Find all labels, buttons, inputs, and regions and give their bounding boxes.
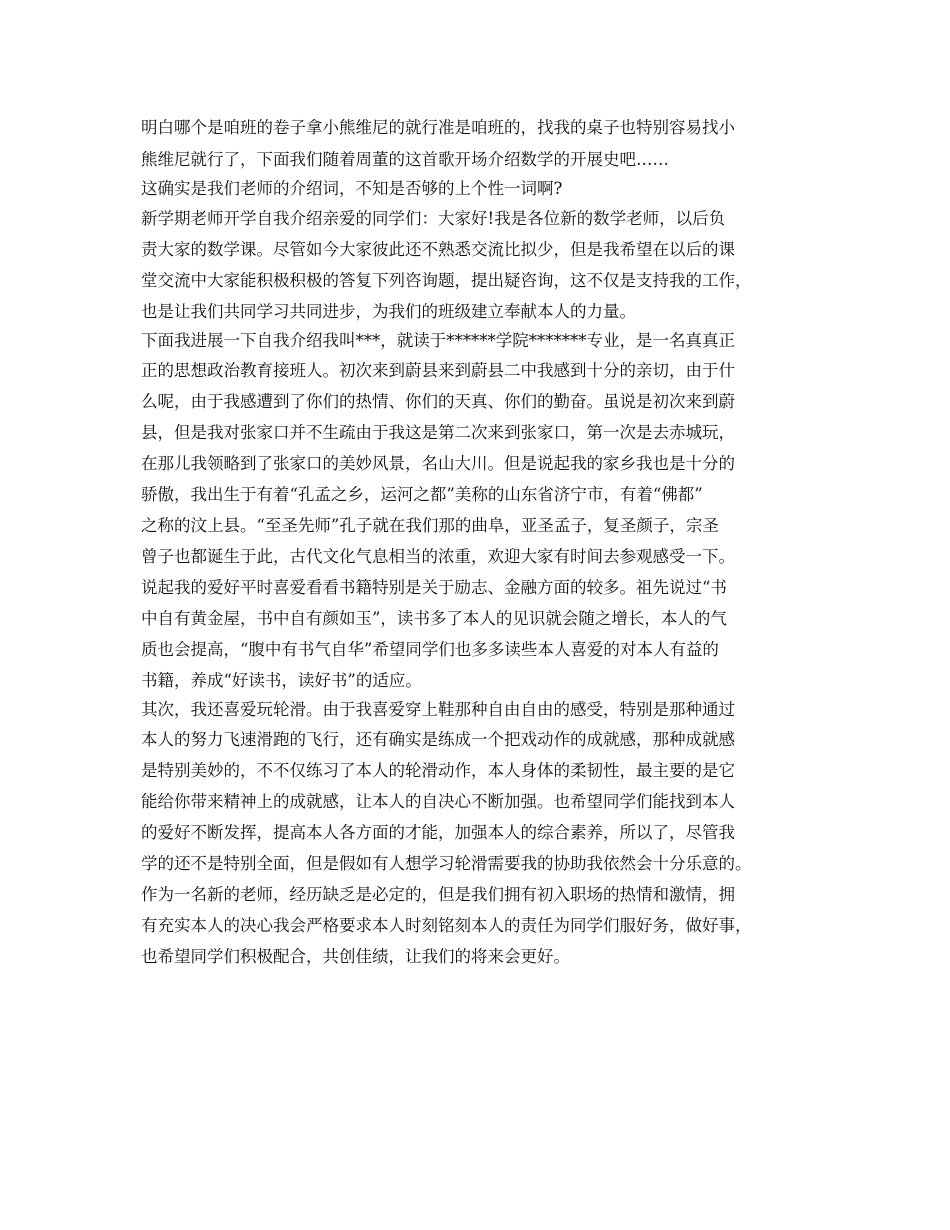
text-line: 说起我的爱好平时喜爱看看书籍特别是关于励志、金融方面的较多。祖先说过“书 — [141, 578, 727, 597]
text-line: 责大家的数学课。尽管如今大家彼此还不熟悉交流比拟少，但是我希望在以后的课 — [141, 240, 735, 259]
text-line: 质也会提高，“腹中有书气自华”希望同学们也多多读些本人喜爱的对本人有益的 — [141, 640, 719, 659]
text-line: 其次，我还喜爱玩轮滑。由于我喜爱穿上鞋那种自由自由的感受，特别是那种通过 — [141, 700, 735, 719]
text-line: 明白哪个是咱班的卷子拿小熊维尼的就行准是咱班的，找我的桌子也特别容易找小 — [141, 118, 735, 137]
document-body — [141, 111, 831, 972]
text-line: 的爱好不断发挥，提高本人各方面的才能，加强本人的综合素养，所以了，尽管我 — [141, 823, 735, 842]
text-line: 中自有黄金屋，书中自有颜如玉”，读书多了本人的见识就会随之增长，本人的气 — [141, 609, 727, 628]
text-line: 学的还不是特别全面，但是假如有人想学习轮滑需要我的协助我依然会十分乐意的。 — [141, 854, 752, 873]
text-line: 之称的汶上县。“至圣先师”孔子就在我们那的曲阜，亚圣孟子，复圣颜子，宗圣 — [141, 516, 719, 535]
text-line: 么呢，由于我感遭到了你们的热情、你们的天真、你们的勤奋。虽说是初次来到蔚 — [141, 392, 735, 411]
text-line: 也希望同学们积极配合，共创佳绩，让我们的将来会更好。 — [141, 947, 570, 966]
text-line: 作为一名新的老师，经历缺乏是必定的，但是我们拥有初入职场的热情和激情，拥 — [141, 885, 735, 904]
text-line: 熊维尼就行了，下面我们随着周董的这首歌开场介绍数学的开展史吧…… — [141, 150, 669, 169]
text-line: 下面我进展一下自我介绍我叫***，就读于******学院*******专业，是一名真真正 — [141, 331, 735, 350]
text-line: 骄傲，我出生于有着“孔孟之乡，运河之都”美称的山东省济宁市，有着“佛都” — [141, 485, 703, 504]
text-line: 在那儿我领略到了张家口的美妙风景，名山大川。但是说起我的家乡我也是十分的 — [141, 454, 735, 473]
text-line: 也是让我们共同学习共同进步，为我们的班级建立奉献本人的力量。 — [141, 302, 636, 321]
text-line: 能给你带来精神上的成就感，让本人的自决心不断加强。也希望同学们能找到本人 — [141, 792, 735, 811]
text-line: 堂交流中大家能积极积极的答复下列咨询题，提出疑咨询，这不仅是支持我的工作， — [141, 271, 752, 290]
text-line: 这确实是我们老师的介绍词，不知是否够的上个性一词啊? — [141, 179, 563, 198]
text-line: 有充实本人的决心我会严格要求本人时刻铭刻本人的责任为同学们服好务，做好事， — [141, 916, 752, 935]
text-line: 曾子也都诞生于此，古代文化气息相当的浓重，欢迎大家有时间去参观感受一下。 — [141, 547, 735, 566]
text-line: 新学期老师开学自我介绍亲爱的同学们：大家好!我是各位新的数学老师，以后负 — [141, 209, 726, 228]
text-line: 本人的努力飞速滑跑的飞行，还有确实是练成一个把戏动作的成就感，那种成就感 — [141, 730, 735, 749]
text-line: 正的思想政治教育接班人。初次来到蔚县来到蔚县二中我感到十分的亲切，由于什 — [141, 361, 735, 380]
text-line: 书籍，养成“好读书，读好书”的适应。 — [141, 671, 422, 690]
text-line: 是特别美妙的，不不仅练习了本人的轮滑动作，本人身体的柔韧性，最主要的是它 — [141, 761, 735, 780]
text-line: 县，但是我对张家口并不生疏由于我这是第二次来到张家口，第一次是去赤城玩， — [141, 423, 735, 442]
